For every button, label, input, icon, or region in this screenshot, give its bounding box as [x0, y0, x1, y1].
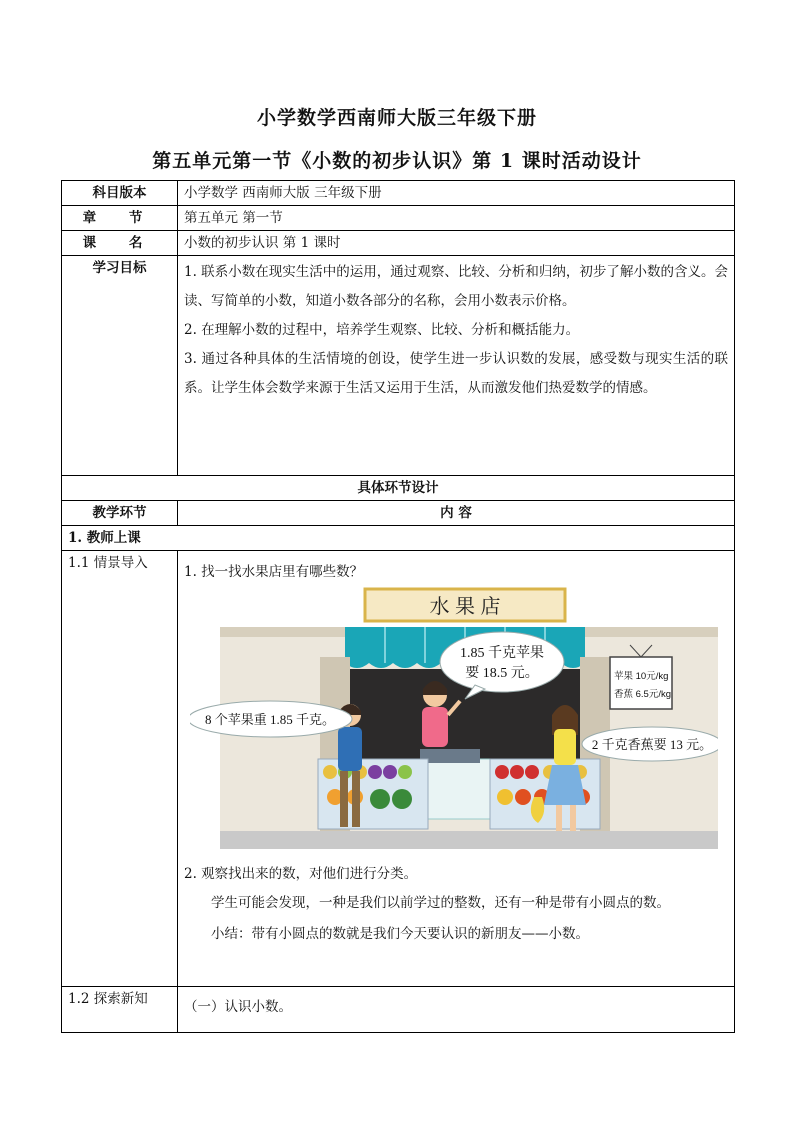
question-classify: 2. 观察找出来的数，对他们进行分类。 — [184, 866, 418, 882]
question-find-numbers: 1. 找一找水果店里有哪些数？ — [184, 564, 364, 580]
clerk-bubble-line1: 1.85 千克苹果 — [460, 646, 544, 661]
goal-item: 2. 在理解小数的过程中，培养学生观察、比较、分析和概括能力。 — [184, 322, 580, 338]
clerk-bubble-line2: 要 18.5 元。 — [465, 666, 539, 681]
col-header-content: 内 容 — [178, 501, 735, 526]
girl-bubble-text: 2 千克香蕉要 13 元。 — [591, 737, 713, 752]
section-title: 具体环节设计 — [62, 476, 735, 501]
shop-sign-text: 水 果 店 — [429, 596, 501, 618]
scene-intro-content — [178, 551, 735, 987]
lesson-label: 课 名 — [62, 231, 178, 256]
chapter-value: 第五单元 第一节 — [178, 206, 735, 231]
step-explore-new: 1.2 探索新知 — [62, 987, 178, 1033]
price-board — [610, 657, 672, 709]
col-header-step: 教学环节 — [62, 501, 178, 526]
price-banana: 香蕉 6.5元/kg — [614, 689, 672, 700]
price-apple: 苹果 10元/kg — [614, 671, 669, 682]
goals-label: 学习目标 — [62, 256, 178, 476]
clerk-speech-bubble — [440, 632, 564, 692]
fruit-shop-illustration — [190, 587, 718, 855]
document-subtitle: 第五单元第一节《小数的初步认识》第 1 课时活动设计 — [152, 150, 642, 172]
step-scene-intro: 1.1 情景导入 — [62, 551, 178, 987]
chapter-label: 章 节 — [62, 206, 178, 231]
document-title: 小学数学西南师大版三年级下册 — [256, 107, 537, 129]
explore-content: （一）认识小数。 — [178, 987, 735, 1033]
fruit-shop-scene — [190, 587, 718, 855]
discover-paragraph: 学生可能会发现，一种是我们以前学过的整数，还有一种是带有小圆点的数。 — [211, 895, 670, 911]
goals-content — [178, 256, 735, 476]
subject-label: 科目版本 — [62, 181, 178, 206]
goal-item: 1. 联系小数在现实生活中的运用，通过观察、比较、分析和归纳，初步了解小数的含义。会读、写简单的小数，知道小数各部分的名称，会用小数表示价格。 — [184, 264, 728, 309]
goal-item: 3. 通过各种具体的生活情境的创设，使学生进一步认识数的发展，感受数与现实生活的联系。让学生体会数学来源于生活又运用于生活，从而激发他们热爱数学的情感。 — [184, 351, 728, 396]
lesson-plan-table — [61, 180, 735, 1033]
boy-bubble-text: 8 个苹果重 1.85 千克。 — [204, 712, 336, 727]
step-teacher-class: 1. 教师上课 — [62, 526, 735, 551]
summary-paragraph: 小结：带有小圆点的数就是我们今天要认识的新朋友——小数。 — [211, 926, 589, 942]
subject-value: 小学数学 西南师大版 三年级下册 — [178, 181, 735, 206]
lesson-value: 小数的初步认识 第 1 课时 — [178, 231, 735, 256]
